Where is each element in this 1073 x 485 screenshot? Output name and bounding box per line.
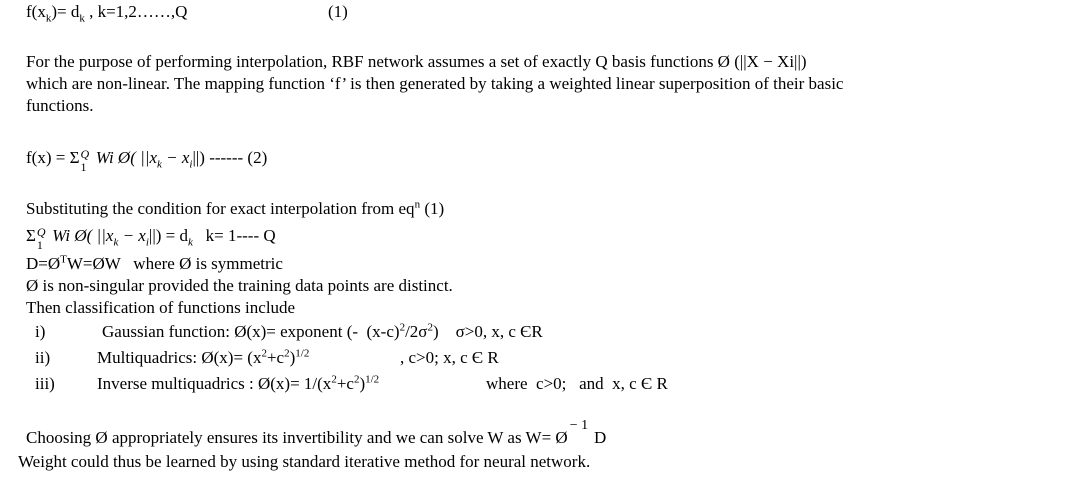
item-2-number: ii) (35, 348, 51, 367)
item-1-sup-2: 2 (427, 321, 433, 334)
matrix-post: W=ØW where Ø is symmetric (66, 254, 283, 273)
matrix-pre: D=Ø (26, 254, 61, 273)
item-1-mid: /2σ (405, 322, 428, 341)
eq3-close: ||) = d (148, 226, 188, 245)
equation-3 (26, 225, 276, 252)
choosing-text: Choosing Ø appropriately ensures its invertibility and we can solve W as W= Ø (26, 428, 568, 447)
eq3-minus: − x (118, 226, 146, 245)
item-3-tail: where c>0; and x, c Є R (486, 374, 668, 393)
equation-2 (26, 147, 268, 174)
eq3-d-subscript: k (187, 236, 193, 249)
item-3-number: iii) (35, 374, 55, 393)
item-2-sup-1: 2 (261, 347, 267, 360)
nonsingular-line: Ø is non-singular provided the training data points are distinct. (26, 276, 453, 295)
matrix-transpose: T (60, 253, 67, 266)
item-1-gaussian (102, 322, 543, 342)
eq3-sub-k: k (113, 236, 119, 249)
eq1-mid-subscript: k (79, 12, 85, 25)
eq1-mid: )= d (51, 2, 80, 21)
paragraph-1-line-1: For the purpose of performing interpolation, RBF network assumes a set of exactly Q basis functions Ø (||X − Xi||) (26, 52, 807, 71)
eq2-body: Wi Ø( ||x (91, 148, 157, 167)
item-3-sup-1: 2 (331, 373, 337, 386)
eq2-sum-limits (79, 147, 91, 174)
substituting-line (26, 199, 444, 219)
substituting-text: Substituting the condition for exact interpolation from eq (26, 199, 415, 218)
matrix-form-line (26, 254, 283, 274)
item-3-text: Inverse multiquadrics : Ø(x)= 1/(x (97, 374, 332, 393)
item-3-close: ) (359, 374, 366, 393)
item-2-sup-3: 1/2 (295, 347, 310, 360)
weight-line: Weight could thus be learned by using standard iterative method for neural network. (18, 452, 591, 471)
eq1-rest: , k=1,2……,Q (84, 2, 188, 21)
eq3-sum-limits (36, 225, 48, 252)
eq2-close: ||) ------ (2) (192, 148, 268, 167)
classification-line: Then classification of functions include (26, 298, 296, 317)
paragraph-1-line-2: which are non-linear. The mapping function ‘f’ is then generated by taking a weighted linear superposition of their basic (26, 74, 844, 93)
item-1-tail: ) σ>0, x, c ЄR (432, 322, 543, 341)
eq3-sigma: Σ (26, 226, 36, 245)
eq1-lhs-subscript: k (45, 12, 52, 25)
item-2-text: Multiquadrics: Ø(x)= (x (97, 348, 262, 367)
item-1-sup-1: 2 (399, 321, 406, 334)
substituting-superscript: n (414, 198, 421, 211)
item-3-sup-3: 1/2 (365, 373, 380, 386)
eq2-sigma: f(x) = Σ (26, 148, 80, 167)
substituting-tail: (1) (420, 199, 445, 218)
item-3-mid: +c (336, 374, 354, 393)
item-2-tail: , c>0; x, c Є R (400, 348, 499, 367)
eq1-lhs: f(x (26, 2, 46, 21)
inverse-exponent-text: − 1 (569, 418, 589, 433)
item-2-close: ) (289, 348, 296, 367)
item-2-sup-2: 2 (284, 347, 290, 360)
item-1-text: Gaussian function: Ø(x)= exponent (- (x-c) (102, 322, 400, 341)
equation-1 (26, 2, 188, 25)
eq2-minus: − x (161, 148, 190, 167)
eq3-sub-i: i (145, 236, 149, 249)
item-3-inverse-multiquadrics (97, 374, 379, 394)
eq2-sub-k: k (157, 158, 162, 171)
item-3-sup-2: 2 (353, 373, 360, 386)
equation-1-number: (1) (328, 2, 348, 21)
item-2-mid: +c (266, 348, 285, 367)
paragraph-1-line-3: functions. (26, 96, 94, 115)
eq3-sum-lower: 1 (36, 238, 43, 252)
item-1-number: i) (35, 322, 46, 341)
choosing-line (26, 418, 607, 448)
eq3-body: Wi Ø( ||x (47, 226, 114, 245)
eq3-tail: k= 1---- Q (192, 226, 276, 245)
eq2-sum-lower: 1 (80, 160, 87, 174)
eq2-sum-upper: Q (80, 147, 90, 161)
choosing-tail: D (589, 428, 607, 447)
item-2-multiquadrics (97, 348, 309, 368)
inverse-exponent (568, 418, 590, 447)
eq2-sub-i: i (189, 158, 193, 171)
eq3-sum-upper: Q (36, 225, 46, 239)
